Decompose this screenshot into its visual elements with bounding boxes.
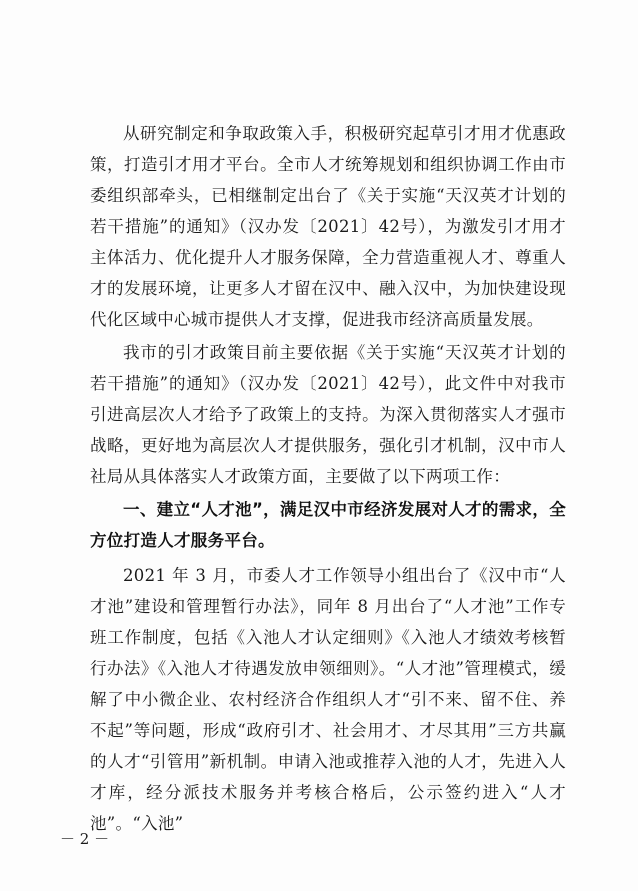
paragraph-2: 我市的引才政策目前主要依据《关于实施“天汉英才计划的若干措施”的通知》（汉办发〔2021〕42号），此文件中对我市引进高层次人才给予了政策上的支持。为深入贯彻落实人才强市战略，更好地为高层次人才提供服务，强化引才机制，汉中市人社局从具体落实人才政策方面，主要做了以下两项工作： [90, 343, 566, 486]
page-number: － 2 － [60, 830, 110, 848]
paragraph-3: 2021 年 3 月，市委人才工作领导小组出台了《汉中市“人才池”建设和管理暂行办法》，同年 8 月出台了“人才池”工作专班工作制度，包括《入池人才认定细则》《入池人才绩效考核暂行办法》《入池人才待遇发放申领细则》。“人才池”管理模式，缓解了中小微企业、农村经济合作组织人才“引不来、留不住、养不起”等问题，形成“政府引才、社会用才、才尽其用”三方共赢的人才“引管用”新机制。申请入池或推荐入池的人才，先进入人才库，经分派技术服务并考核合格后，公示签约进入“人才池”。“入池” [90, 566, 566, 833]
document-body [90, 118, 566, 839]
section-heading-1: 一、建立“人才池”，满足汉中市经济发展对人才的需求，全方位打造人才服务平台。 [90, 500, 566, 550]
paragraph-1: 从研究制定和争取政策入手，积极研究起草引才用才优惠政策，打造引才用才平台。全市人才统筹规划和组织协调工作由市委组织部牵头，已相继制定出台了《关于实施“天汉英才计划的若干措施”的通知》（汉办发〔2021〕42号），为激发引才用才主体活力、优化提升人才服务保障，全力营造重视人才、尊重人才的发展环境，让更多人才留在汉中、融入汉中，为加快建设现代化区域中心城市提供人才支撑，促进我市经济高质量发展。 [90, 124, 566, 329]
